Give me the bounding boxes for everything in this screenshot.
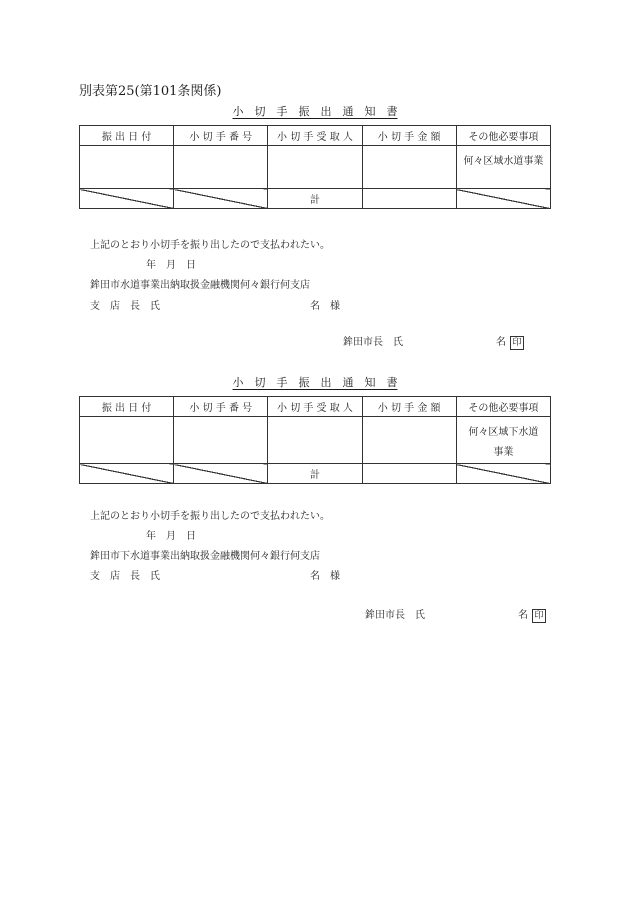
cell-payee bbox=[268, 417, 362, 464]
cell-remarks: 何々区域水道事業 bbox=[456, 146, 550, 189]
diagonal-cell bbox=[80, 189, 174, 209]
seal-mark: 印 bbox=[532, 609, 546, 623]
col-issue-date: 振 出 日 付 bbox=[80, 126, 174, 146]
col-check-number: 小 切 手 番 号 bbox=[174, 397, 268, 417]
form-title: 小 切 手 振 出 通 知 書 bbox=[232, 376, 398, 389]
issuer-text: 鉾田市長 氏 bbox=[365, 610, 425, 621]
addressee-text: 鉾田市水道事業出納取扱金融機関何々銀行何支店 bbox=[90, 280, 310, 291]
branch-manager-text: 支 店 長 氏 bbox=[90, 301, 160, 312]
col-amount: 小 切 手 金 額 bbox=[362, 397, 456, 417]
col-payee: 小 切 手 受 取 人 bbox=[268, 397, 362, 417]
date-line: 年 月 日 bbox=[146, 260, 196, 271]
cell-check-number bbox=[174, 417, 268, 464]
col-payee: 小 切 手 受 取 人 bbox=[268, 126, 362, 146]
cell-amount bbox=[362, 417, 456, 464]
diagonal-cell bbox=[174, 189, 268, 209]
check-notice-table bbox=[79, 125, 551, 209]
branch-manager-text: 支 店 長 氏 bbox=[90, 571, 160, 582]
cell-issue-date bbox=[80, 146, 174, 189]
diagonal-cell bbox=[174, 464, 268, 484]
issuer-text: 鉾田市長 氏 bbox=[343, 337, 403, 348]
seal-mark: 印 bbox=[510, 336, 524, 350]
col-remarks: その他必要事項 bbox=[456, 126, 550, 146]
addressee-text: 鉾田市下水道事業出納取扱金融機関何々銀行何支店 bbox=[90, 551, 320, 562]
issuer-signature: 名 印 bbox=[518, 606, 546, 623]
total-label: 計 bbox=[268, 189, 362, 209]
date-line: 年 月 日 bbox=[146, 531, 196, 542]
cell-remarks: 何々区域下水道事業 bbox=[456, 417, 550, 464]
diagonal-cell bbox=[456, 189, 550, 209]
cell-issue-date bbox=[80, 417, 174, 464]
total-amount bbox=[362, 189, 456, 209]
cell-amount bbox=[362, 146, 456, 189]
statement-text: 上記のとおり小切手を振り出したので支払われたい。 bbox=[90, 240, 330, 251]
check-notice-table bbox=[79, 396, 551, 484]
name-sama-text: 名 様 bbox=[310, 571, 340, 582]
diagonal-cell bbox=[456, 464, 550, 484]
col-issue-date: 振 出 日 付 bbox=[80, 397, 174, 417]
diagonal-cell bbox=[80, 464, 174, 484]
page-heading: 別表第25(第101条関係) bbox=[79, 84, 222, 99]
total-amount bbox=[362, 464, 456, 484]
statement-text: 上記のとおり小切手を振り出したので支払われたい。 bbox=[90, 511, 330, 522]
cell-payee bbox=[268, 146, 362, 189]
total-label: 計 bbox=[268, 464, 362, 484]
cell-check-number bbox=[174, 146, 268, 189]
col-check-number: 小 切 手 番 号 bbox=[174, 126, 268, 146]
col-remarks: その他必要事項 bbox=[456, 397, 550, 417]
col-amount: 小 切 手 金 額 bbox=[362, 126, 456, 146]
form-title: 小 切 手 振 出 通 知 書 bbox=[232, 105, 398, 118]
issuer-signature: 名 印 bbox=[496, 333, 524, 350]
name-sama-text: 名 様 bbox=[310, 301, 340, 312]
